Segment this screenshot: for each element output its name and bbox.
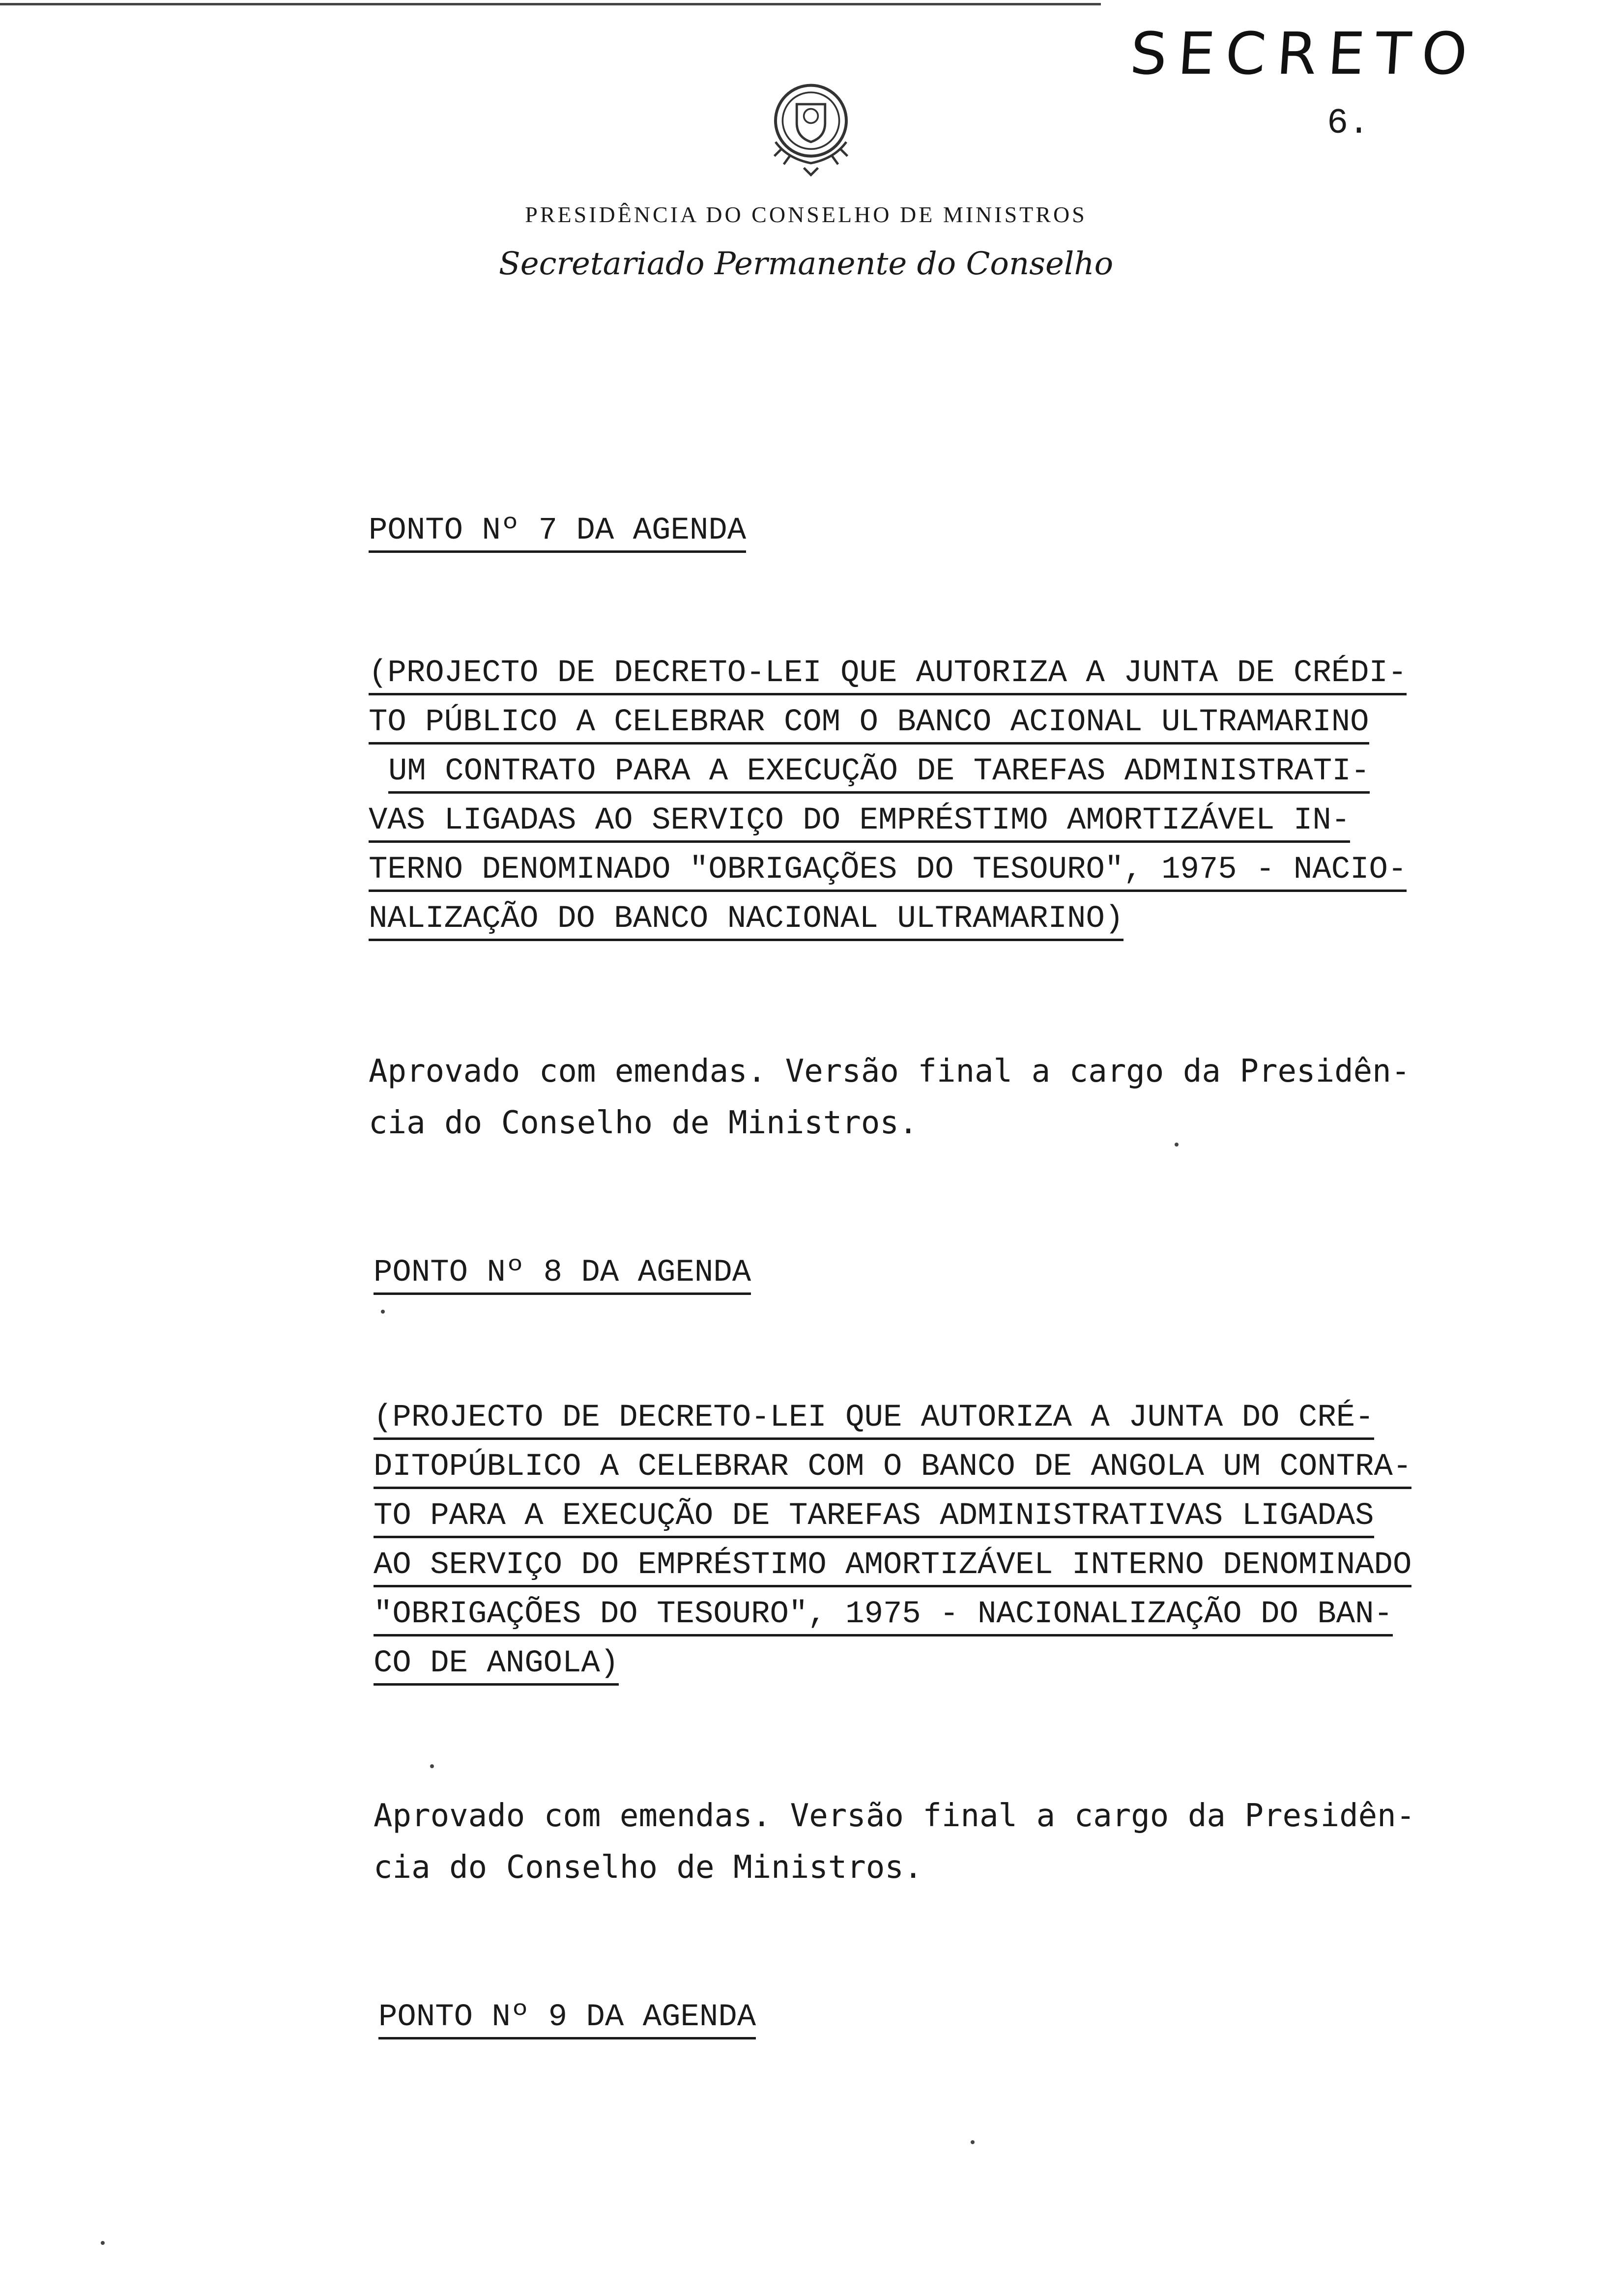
scan-speck xyxy=(381,1310,385,1314)
agenda-item-8-decision-line: cia do Conselho de Ministros. xyxy=(374,1849,923,1886)
agenda-item-8-text-line: AO SERVIÇO DO EMPRÉSTIMO AMORTIZÁVEL INTERNO DENOMINADO xyxy=(374,1546,1411,1587)
scan-speck xyxy=(971,2140,975,2144)
scan-speck xyxy=(101,2241,105,2245)
agenda-item-7-text-line: TERNO DENOMINADO "OBRIGAÇÕES DO TESOURO", 1975 - NACIO- xyxy=(369,850,1407,892)
agenda-item-8-text-line: CO DE ANGOLA) xyxy=(374,1644,619,1686)
agenda-item-8-text-line: DITOPÚBLICO A CELEBRAR COM O BANCO DE ANGOLA UM CONTRA- xyxy=(374,1447,1411,1489)
agenda-item-8-text-line: (PROJECTO DE DECRETO-LEI QUE AUTORIZA A JUNTA DO CRÉ- xyxy=(374,1398,1374,1440)
scan-speck xyxy=(430,1764,434,1768)
office-subtitle: Secretariado Permanente do Conselho xyxy=(498,246,1114,282)
secret-stamp: SECRETO xyxy=(1128,20,1481,87)
agenda-item-7-text-line: (PROJECTO DE DECRETO-LEI QUE AUTORIZA A JUNTA DE CRÉDI- xyxy=(369,654,1407,695)
page-number: 6. xyxy=(1327,103,1370,144)
agenda-item-7-text-line: VAS LIGADAS AO SERVIÇO DO EMPRÉSTIMO AMORTIZÁVEL IN- xyxy=(369,801,1350,843)
office-title: PRESIDÊNCIA DO CONSELHO DE MINISTROS xyxy=(525,202,1087,227)
agenda-item-7-text-line: UM CONTRATO PARA A EXECUÇÃO DE TAREFAS ADMINISTRATI- xyxy=(388,752,1370,794)
agenda-item-7-decision-line: cia do Conselho de Ministros. xyxy=(369,1105,918,1141)
agenda-item-8-text-line: TO PARA A EXECUÇÃO DE TAREFAS ADMINISTRATIVAS LIGADAS xyxy=(374,1496,1374,1538)
agenda-item-7-heading: PONTO Nº 7 DA AGENDA xyxy=(369,511,746,553)
agenda-item-8-heading: PONTO Nº 8 DA AGENDA xyxy=(374,1253,751,1295)
scan-speck xyxy=(1175,1143,1179,1147)
agenda-item-8-text-line: "OBRIGAÇÕES DO TESOURO", 1975 - NACIONALIZAÇÃO DO BAN- xyxy=(374,1595,1393,1636)
coat-of-arms-seal-icon xyxy=(752,69,870,187)
agenda-item-7-text-line: TO PÚBLICO A CELEBRAR COM O BANCO ACIONAL ULTRAMARINO xyxy=(369,703,1369,745)
agenda-item-7-text-line: NALIZAÇÃO DO BANCO NACIONAL ULTRAMARINO) xyxy=(369,899,1123,941)
agenda-item-7-decision-line: Aprovado com emendas. Versão final a cargo da Presidên- xyxy=(369,1053,1410,1090)
agenda-item-8-decision-line: Aprovado com emendas. Versão final a cargo da Presidên- xyxy=(374,1798,1415,1834)
agenda-item-9-heading: PONTO Nº 9 DA AGENDA xyxy=(378,1998,756,2039)
top-border-line xyxy=(0,3,1101,5)
